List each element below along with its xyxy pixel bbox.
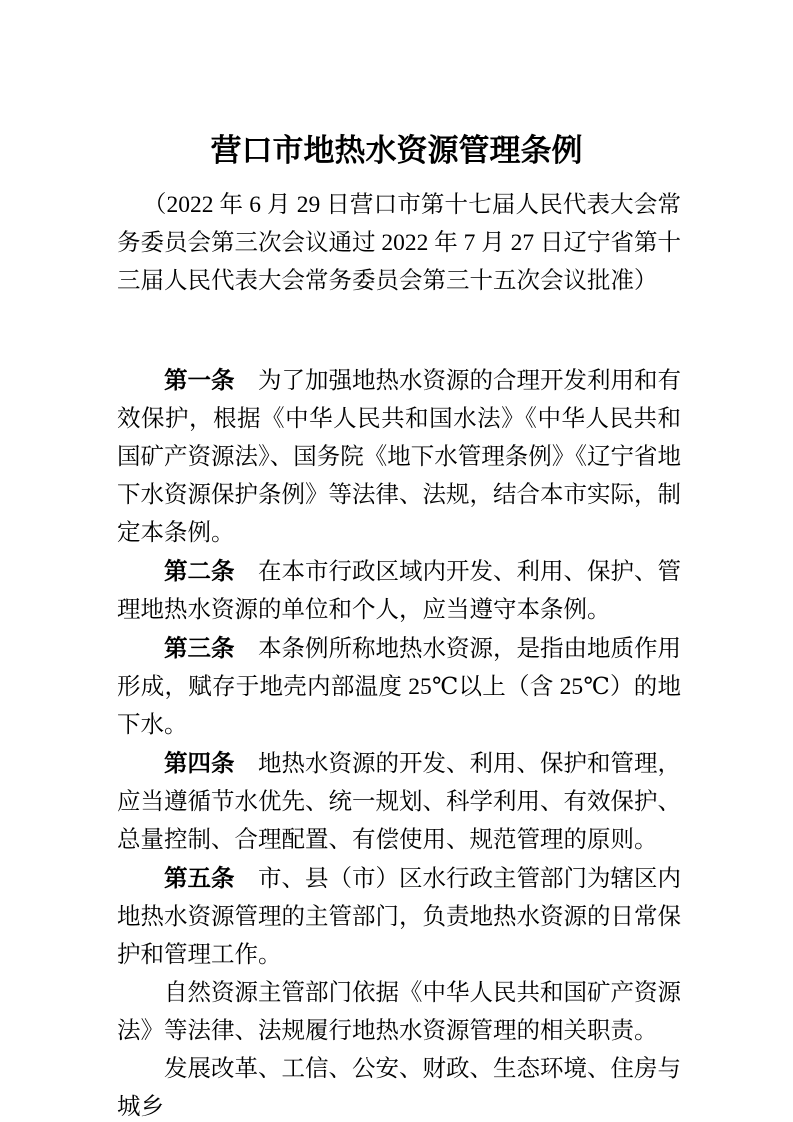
document-body <box>0 186 793 1122</box>
article-5-label: 第五条 <box>164 865 235 891</box>
article-1-paragraph <box>117 361 681 552</box>
article-4-paragraph <box>117 744 681 859</box>
preamble-paragraph: （2022 年 6 月 29 日营口市第十七届人民代表大会常务委员会第三次会议通过 2022 年 7 月 27 日辽宁省第十三届人民代表大会常务委员会第三十五次会议批准） <box>117 192 681 294</box>
article-5-subparagraph-1: 自然资源主管部门依据《中华人民共和国矿产资源法》等法律、法规履行地热水资源管理的相关职责。 <box>117 980 681 1044</box>
article-5-paragraph <box>117 859 681 974</box>
article-2-label: 第二条 <box>164 558 235 584</box>
article-4-label: 第四条 <box>164 750 235 776</box>
article-5-subparagraph-2: 发展改革、工信、公安、财政、生态环境、住房与城乡 <box>117 1056 681 1120</box>
article-2-paragraph <box>117 552 681 629</box>
article-2-text: 在本市行政区域内开发、利用、保护、管理地热水资源的单位和个人，应当遵守本条例。 <box>117 559 681 623</box>
article-5-text: 市、县（市）区水行政主管部门为辖区内地热水资源管理的主管部门，负责地热水资源的日常保护和管理工作。 <box>117 866 681 968</box>
article-4-text: 地热水资源的开发、利用、保护和管理，应当遵循节水优先、统一规划、科学利用、有效保护、总量控制、合理配置、有偿使用、规范管理的原则。 <box>117 751 681 853</box>
document-title: 营口市地热水资源管理条例 <box>210 133 583 168</box>
article-1-label: 第一条 <box>164 367 235 393</box>
article-3-label: 第三条 <box>164 635 235 661</box>
article-1-text: 为了加强地热水资源的合理开发利用和有效保护，根据《中华人民共和国水法》《中华人民共和国矿产资源法》、国务院《地下水管理条例》《辽宁省地下水资源保护条例》等法律、法规，结合本市实际，制定本条例。 <box>117 368 681 546</box>
article-3-paragraph <box>117 629 681 744</box>
article-3-text: 本条例所称地热水资源，是指由地质作用形成，赋存于地壳内部温度 25℃以上（含 25℃）的地下水。 <box>117 636 681 738</box>
